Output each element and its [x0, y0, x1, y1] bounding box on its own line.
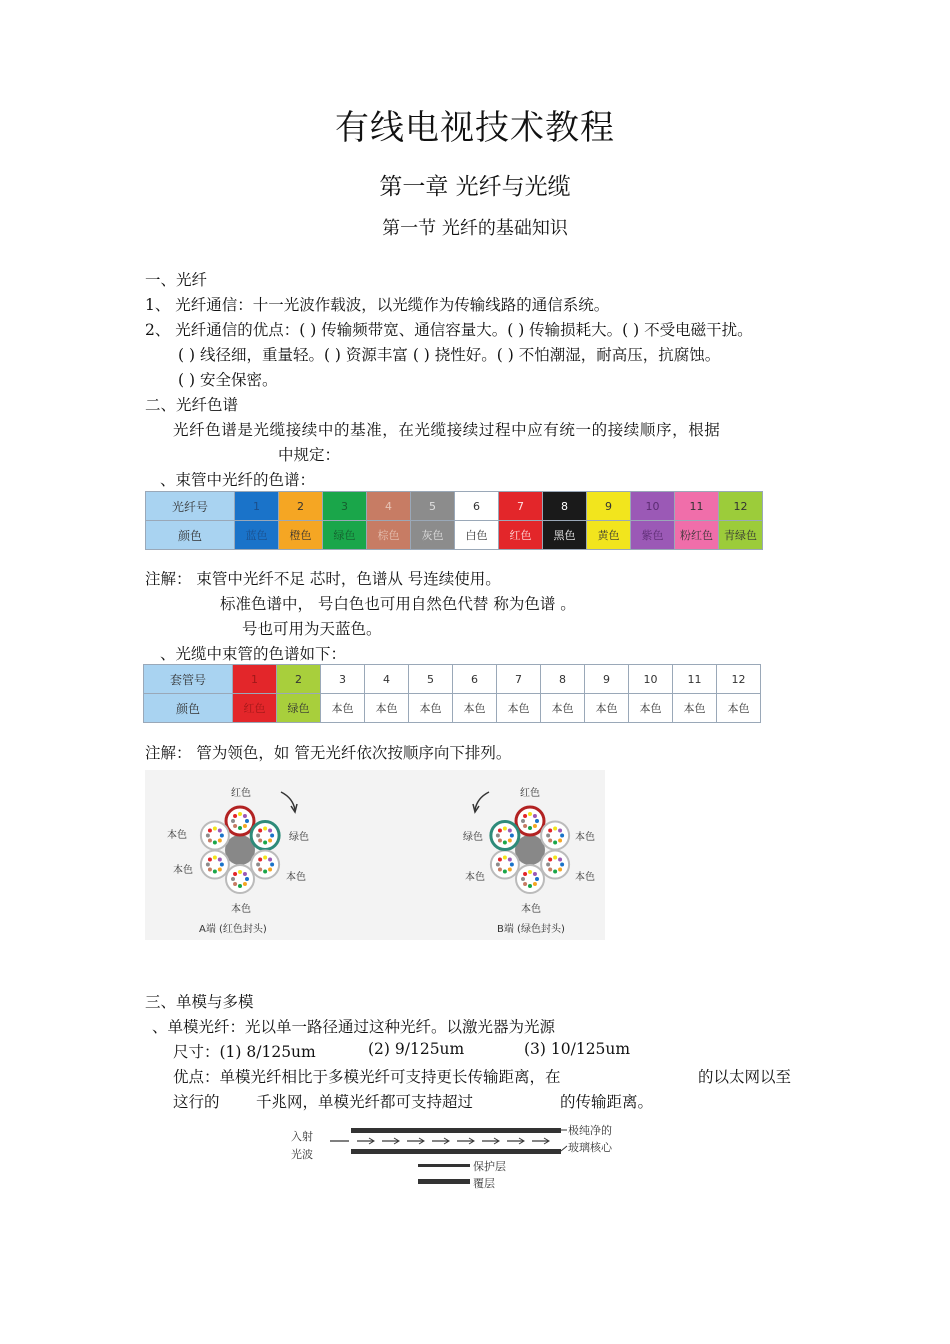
para-line: 的以太网以至: [698, 1068, 792, 1086]
fiber-dot: [208, 858, 212, 862]
table-cell-number: 8: [543, 492, 587, 521]
fiber-dot: [218, 867, 222, 871]
fiber-dot: [496, 834, 500, 838]
tube-label: 红色: [520, 788, 540, 799]
fiber-dot: [268, 838, 272, 842]
fiber-dot: [218, 838, 222, 842]
fiber-dot: [208, 829, 212, 833]
table-cell-color: 棕色: [367, 521, 411, 550]
table-cell-number: 12: [719, 492, 763, 521]
fiber-dot: [238, 826, 242, 830]
table-cell-color: 本色: [541, 694, 585, 723]
tube-label: 本色: [286, 872, 306, 883]
table-cell-color: 本色: [453, 694, 497, 723]
fiber-dot: [218, 829, 222, 833]
fiber-dot: [268, 829, 272, 833]
fiber-dot: [535, 877, 539, 881]
fiber-dot: [238, 884, 242, 888]
fiber-dot: [213, 870, 217, 874]
table-cell-number: 9: [585, 665, 629, 694]
table-cell-number: 10: [629, 665, 673, 694]
loose-tube: [516, 807, 544, 835]
fiber-dot: [503, 841, 507, 845]
fiber-color-table: [145, 491, 763, 550]
fiber-dot: [508, 829, 512, 833]
fiber-dot: [238, 870, 242, 874]
fiber-dot: [503, 827, 507, 831]
table-cell-number: 1: [235, 492, 279, 521]
fiber-dot: [220, 863, 224, 867]
fiber-dot: [233, 814, 237, 818]
fiber-dot: [535, 819, 539, 823]
fiber-dot: [233, 872, 237, 876]
tube-label: 本色: [521, 904, 541, 915]
tube-label: 本色: [465, 872, 485, 883]
fiber-dot: [553, 841, 557, 845]
section-heading: 第一节 光纤的基础知识: [382, 218, 568, 239]
fig-label: 极纯净的: [568, 1124, 612, 1137]
row-label: 套管号: [144, 665, 233, 694]
tube-label: 本色: [575, 872, 595, 883]
fiber-dot: [245, 819, 249, 823]
fiber-dot: [508, 858, 512, 862]
fiber-dot: [243, 882, 247, 886]
para-line: 光纤色谱是光缆接续中的基准，在光缆接续过程中应有统一的接续顺序，根据: [173, 421, 721, 439]
table-cell-number: 2: [277, 665, 321, 694]
fiber-dot: [220, 834, 224, 838]
fiber-dot: [206, 863, 210, 867]
fiber-dot: [208, 838, 212, 842]
tube-label: 红色: [231, 788, 251, 799]
fiber-dot: [528, 870, 532, 874]
para-line: 、束管中光纤的色谱：: [160, 471, 316, 489]
fiber-dot: [270, 863, 274, 867]
fiber-dot: [548, 867, 552, 871]
table-cell-number: 10: [631, 492, 675, 521]
fiber-dot: [206, 834, 210, 838]
table-cell-number: 11: [673, 665, 717, 694]
fiber-dot: [558, 867, 562, 871]
fiber-dot: [231, 819, 235, 823]
tube-label: 本色: [167, 830, 187, 841]
doc-title: 有线电视技术教程: [335, 108, 615, 148]
fiber-dot: [245, 877, 249, 881]
fiber-dot: [496, 863, 500, 867]
fiber-dot: [498, 858, 502, 862]
table-cell-color: 粉红色: [675, 521, 719, 550]
fiber-dot: [233, 824, 237, 828]
fig-label: 玻璃核心: [568, 1141, 612, 1154]
fiber-dot: [258, 858, 262, 862]
table-cell-color: 蓝色: [235, 521, 279, 550]
fiber-dot: [263, 841, 267, 845]
size-item: (2) 9/125um: [368, 1040, 465, 1058]
para-line: 、单模光纤：光以单一路径通过这种光纤。以激光器为光源: [152, 1018, 556, 1036]
para-line: ( ) 安全保密。: [178, 371, 278, 389]
fiber-dot: [213, 856, 217, 860]
fiber-dot: [498, 867, 502, 871]
figure-caption: B端 (绿色封头): [497, 924, 565, 935]
table-cell-color: 本色: [629, 694, 673, 723]
size-item: (3) 10/125um: [524, 1040, 631, 1058]
tube-label: 本色: [231, 904, 251, 915]
tube-label: 绿色: [463, 832, 483, 843]
fiber-dot: [521, 819, 525, 823]
loose-tube: [541, 822, 569, 850]
fiber-dot: [238, 812, 242, 816]
table-cell-number: 6: [453, 665, 497, 694]
note-line: 标准色谱中， 号白色也可用自然色代替 称为色谱 。: [220, 595, 576, 613]
note-line: 注解： 管为领色，如 管无光纤依次按顺序向下排列。: [145, 744, 512, 762]
para-line: 1、 光纤通信：十一光波作载波，以光缆作为传输线路的通信系统。: [145, 296, 610, 314]
fiber-dot: [508, 867, 512, 871]
table-cell-color: 红色: [499, 521, 543, 550]
single-mode-fiber-figure: [285, 1120, 630, 1195]
table-cell-color: 本色: [365, 694, 409, 723]
tube-color-table: [143, 664, 761, 723]
fiber-dot: [523, 814, 527, 818]
loose-tube: [541, 851, 569, 879]
table-cell-number: 12: [717, 665, 761, 694]
fiber-dot: [546, 834, 550, 838]
para-line: 、光缆中束管的色谱如下：: [160, 645, 347, 663]
figure-caption: A端 (红色封头): [199, 924, 267, 935]
row-label: 光纤号: [146, 492, 235, 521]
fiber-dot: [258, 829, 262, 833]
fiber-dot: [268, 867, 272, 871]
para-line: 的传输距离。: [560, 1093, 654, 1111]
table-cell-color: 紫色: [631, 521, 675, 550]
fiber-dot: [208, 867, 212, 871]
fiber-dot: [533, 824, 537, 828]
fiber-dot: [243, 872, 247, 876]
table-cell-number: 3: [321, 665, 365, 694]
table-cell-color: 橙色: [279, 521, 323, 550]
table-cell-color: 绿色: [323, 521, 367, 550]
cable-a-diagram: [201, 792, 297, 893]
table-cell-color: 黑色: [543, 521, 587, 550]
table-cell-number: 7: [499, 492, 543, 521]
table-cell-number: 5: [411, 492, 455, 521]
fiber-dot: [508, 838, 512, 842]
table-cell-color: 灰色: [411, 521, 455, 550]
tube-label: 本色: [173, 865, 193, 876]
loose-tube: [226, 865, 254, 893]
table-cell-color: 绿色: [277, 694, 321, 723]
table-cell-number: 6: [455, 492, 499, 521]
fiber-dot: [256, 863, 260, 867]
fiber-dot: [218, 858, 222, 862]
table-cell-color: 本色: [673, 694, 717, 723]
fiber-dot: [558, 858, 562, 862]
fiber-dot: [243, 814, 247, 818]
fiber-dot: [523, 882, 527, 886]
fiber-dot: [528, 812, 532, 816]
row-label: 颜色: [146, 521, 235, 550]
heading-single-multi-mode: 三、单模与多模: [145, 993, 254, 1011]
fiber-dot: [256, 834, 260, 838]
fiber-dot: [268, 858, 272, 862]
table-cell-number: 1: [233, 665, 277, 694]
fiber-dot: [548, 858, 552, 862]
cable-b-diagram: [473, 792, 569, 893]
fiber-dot: [558, 829, 562, 833]
fiber-dot: [503, 856, 507, 860]
fig-label: 入射: [291, 1130, 313, 1143]
fiber-dot: [510, 863, 514, 867]
fiber-dot: [560, 863, 564, 867]
table-cell-color: 白色: [455, 521, 499, 550]
fig-label: 覆层: [473, 1177, 495, 1190]
table-cell-color: 黄色: [587, 521, 631, 550]
para-line: 优点：单模光纤相比于多模光纤可支持更长传输距离，在: [173, 1068, 561, 1086]
loose-tube: [251, 822, 279, 850]
tube-label: 绿色: [289, 832, 309, 843]
fiber-dot: [548, 838, 552, 842]
fiber-dot: [528, 884, 532, 888]
loose-tube: [491, 822, 519, 850]
loose-tube: [226, 807, 254, 835]
fig-label: 光波: [291, 1148, 313, 1161]
heading-fiber: 一、光纤: [145, 271, 208, 289]
table-cell-number: 7: [497, 665, 541, 694]
fiber-dot: [213, 827, 217, 831]
fiber-dot: [533, 814, 537, 818]
loose-tube: [491, 851, 519, 879]
table-cell-color: 本色: [321, 694, 365, 723]
fig-label: 保护层: [473, 1160, 506, 1173]
cable-cross-section-figure: [145, 770, 605, 940]
loose-tube: [201, 822, 229, 850]
table-cell-number: 4: [367, 492, 411, 521]
fiber-dot: [546, 863, 550, 867]
table-cell-number: 11: [675, 492, 719, 521]
row-label: 颜色: [144, 694, 233, 723]
fiber-dot: [503, 870, 507, 874]
table-cell-number: 4: [365, 665, 409, 694]
table-cell-color: 本色: [497, 694, 541, 723]
fiber-dot: [233, 882, 237, 886]
table-cell-number: 9: [587, 492, 631, 521]
fiber-dot: [498, 838, 502, 842]
fiber-dot: [270, 834, 274, 838]
fiber-dot: [243, 824, 247, 828]
table-cell-color: 本色: [585, 694, 629, 723]
fiber-dot: [258, 867, 262, 871]
fiber-dot: [510, 834, 514, 838]
fiber-dot: [263, 856, 267, 860]
heading-color-spectrum: 二、光纤色谱: [145, 396, 239, 414]
para-line: ( ) 线径细，重量轻。( ) 资源丰富 ( ) 挠性好。( ) 不怕潮湿，耐高压，抗腐蚀。: [178, 346, 721, 364]
para-line: 中规定：: [278, 446, 341, 464]
fiber-dot: [263, 827, 267, 831]
note-line: 号也可用为天蓝色。: [242, 620, 382, 638]
chapter-heading: 第一章 光纤与光缆: [379, 174, 571, 200]
fiber-dot: [528, 826, 532, 830]
fiber-dot: [548, 829, 552, 833]
fiber-dot: [533, 882, 537, 886]
table-cell-number: 8: [541, 665, 585, 694]
fiber-dot: [558, 838, 562, 842]
para-line: 千兆网，单模光纤都可支持超过: [256, 1093, 474, 1111]
para-line: 这行的: [173, 1093, 220, 1111]
fiber-dot: [553, 870, 557, 874]
table-cell-color: 本色: [717, 694, 761, 723]
fiber-dot: [523, 872, 527, 876]
note-line: 注解： 束管中光纤不足 芯时，色谱从 号连续使用。: [145, 570, 501, 588]
size-item: 尺寸：(1) 8/125um: [173, 1043, 316, 1061]
fiber-dot: [498, 829, 502, 833]
loose-tube: [251, 851, 279, 879]
table-cell-color: 本色: [409, 694, 453, 723]
fiber-dot: [231, 877, 235, 881]
table-cell-number: 3: [323, 492, 367, 521]
loose-tube: [201, 851, 229, 879]
fiber-dot: [523, 824, 527, 828]
para-line: 2、 光纤通信的优点：( ) 传输频带宽、通信容量大。( ) 传输损耗大。( ) 不受电磁干扰。: [145, 321, 753, 339]
fiber-dot: [533, 872, 537, 876]
fiber-dot: [263, 870, 267, 874]
table-cell-number: 5: [409, 665, 453, 694]
tube-label: 本色: [575, 832, 595, 843]
table-cell-color: 青绿色: [719, 521, 763, 550]
fiber-dot: [213, 841, 217, 845]
fiber-dot: [560, 834, 564, 838]
loose-tube: [516, 865, 544, 893]
fiber-dot: [258, 838, 262, 842]
table-cell-number: 2: [279, 492, 323, 521]
table-cell-color: 红色: [233, 694, 277, 723]
fiber-dot: [553, 856, 557, 860]
fiber-dot: [521, 877, 525, 881]
fiber-dot: [553, 827, 557, 831]
